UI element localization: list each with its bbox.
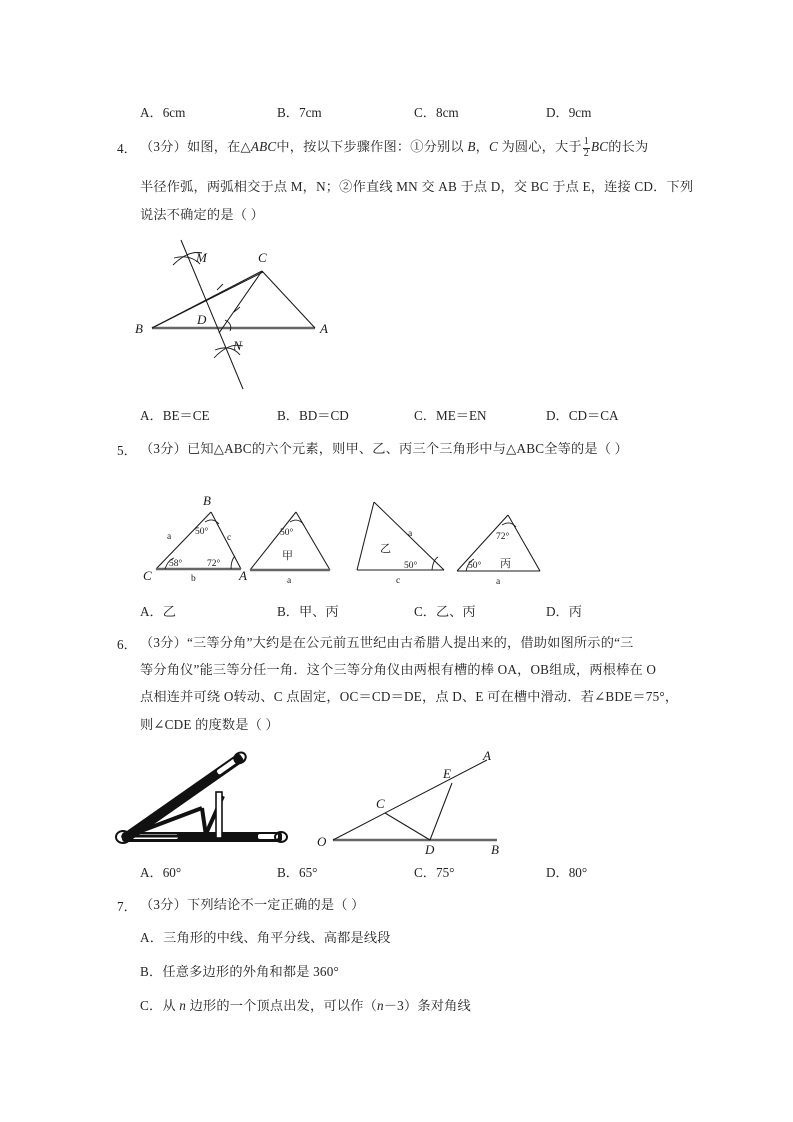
q5-triangle-jia [242,495,342,585]
q7-option-a[interactable]: A．三角形的中线、角平分线、高都是线段 [140,930,391,945]
q4-number: 4． [117,141,137,156]
q6-stem-line1 [140,634,634,652]
q5-ref-vertex-C: C [143,568,152,583]
q6-option-c[interactable]: C．75° [414,865,455,880]
q5-option-d[interactable]: D．丙 [546,604,582,619]
q6-l1: “三等分角”大约是在公元前五世纪由古希腊人提出来的，借助如图所示的“三 [186,635,634,650]
q4-l1-end: 的长为 [608,139,649,154]
q4-option-a[interactable]: A．BE＝CE [140,408,210,423]
q3-option-a[interactable]: A．6cm [140,105,186,120]
q5-ref-angle-58: 58° [169,559,183,569]
q6-label-D: D [425,842,435,857]
q4-l1-bc: BC [591,139,609,154]
q6-label-B: B [491,842,499,857]
q5-triangle-reference [143,492,253,584]
q7-c-end: －3）条对角线 [383,998,471,1013]
q6-label-O: O [317,834,327,849]
q5-jia-base-a: a [287,576,292,586]
q5-yi-name: 乙 [380,542,391,555]
q4-l1-c: C [488,139,498,154]
q4-stem-line2: 半径作弧，两弧相交于点 M，N；②作直线 MN 交 AB 于点 D，交 BC 于点 E，连接 CD．下列 [140,179,694,194]
q7-c-n1: n [179,998,187,1013]
q6-label-E: E [443,766,451,781]
q5-ref-side-c: c [227,533,232,543]
q5-ref-angle-50: 50° [195,527,209,537]
q6-label-A: A [483,748,491,763]
q4-stem-line3: 说法不确定的是（ ） [140,207,264,222]
fraction-numerator: 1 [583,136,589,148]
q7-c-pre: C．从 [140,998,180,1013]
q7-number: 7． [117,899,137,914]
q5-ref-angle-72: 72° [207,559,221,569]
q5-option-b[interactable]: B．甲、丙 [277,604,339,619]
q6-number: 6． [117,637,137,652]
q4-option-c[interactable]: C．ME＝EN [414,408,487,423]
q4-l1-post: 为圆心，大于 [497,139,582,154]
q7-stem [140,896,365,914]
q4-l1-mid: 中，按以下步骤作图：①分别以 [276,139,468,154]
q6-option-b[interactable]: B．65° [277,865,318,880]
q3-option-d[interactable]: D．9cm [546,105,592,120]
q5-number: 5． [117,443,137,458]
q6-stem-line3: 点相连并可绕 O转动、C 点固定，OC＝CD＝DE，点 D、E 可在槽中滑动．若∠BDE＝75°， [140,689,679,704]
q3-option-c[interactable]: C．8cm [414,105,459,120]
q6-option-d[interactable]: D．80° [546,865,588,880]
q5-yi-base-c: c [396,576,401,586]
q6-points: （3分） [140,635,187,650]
q4-l1-b: B [467,139,476,154]
q4-l1-comma: ， [475,139,489,154]
q5-ref-side-b: b [191,574,196,584]
q7-c-mid: 边形的一个顶点出发，可以作（ [186,998,377,1013]
q7-points: （3分） [140,897,187,912]
q5-bing-name: 丙 [500,557,511,570]
q6-angle-trisection-figure [315,748,515,860]
q4-label-M: M [196,250,207,265]
q7-stem-text: 下列结论不一定正确的是（ ） [186,897,365,912]
q4-label-B: B [135,321,143,336]
q6-label-C: C [376,796,385,811]
q5-option-c[interactable]: C．乙、丙 [414,604,476,619]
q4-construction-figure [130,232,380,397]
q5-yi-side-a: a [408,529,413,539]
q5-jia-angle-50: 50° [280,528,294,538]
q5-option-a[interactable]: A．乙 [140,604,176,619]
q4-stem-line1 [140,138,648,160]
q6-stem-line2: 等分角仪”能三等分任一角．这个三等分角仪由两根有槽的棒 OA，OB组成，两根棒在 O [140,662,657,677]
q5-bing-base-a: a [496,577,501,587]
q5-triangle-yi [352,490,457,585]
q7-c-n2: n [377,998,384,1013]
q5-bing-angle-72: 72° [496,532,510,542]
q4-label-A: A [320,321,328,336]
q5-ref-vertex-A: A [239,568,247,583]
q4-label-N: N [233,338,242,353]
q3-option-b[interactable]: B．7cm [277,105,322,120]
fraction-denominator: 2 [583,147,589,159]
q4-label-D: D [197,312,207,327]
q6-trisector-tool-figure [110,762,310,857]
q5-ref-side-a: a [167,532,172,542]
q4-half-fraction [583,137,590,158]
q4-option-b[interactable]: B．BD＝CD [277,408,349,423]
q5-stem-text: 已知△ABC的六个元素，则甲、乙、丙三个三角形中与△ABC全等的是（ ） [186,441,629,456]
q6-stem-line4: 则∠CDE 的度数是（ ） [140,717,279,732]
q5-yi-angle-50: 50° [404,561,418,571]
q5-triangle-bing [452,495,552,585]
q4-option-d[interactable]: D．CD＝CA [546,408,619,423]
q5-jia-name: 甲 [282,549,293,562]
q5-ref-vertex-B: B [203,493,211,508]
q7-option-b[interactable]: B．任意多边形的外角和都是 360° [140,964,339,979]
q5-points: （3分） [140,441,187,456]
q5-bing-angle-50: 50° [468,561,482,571]
q4-l1-pre: 如图，在△ [186,139,251,154]
q4-points: （3分） [140,139,187,154]
q7-option-c[interactable] [140,997,471,1015]
q4-label-C: C [258,250,267,265]
q4-l1-abc: ABC [250,139,277,154]
q5-stem [140,440,628,458]
q6-option-a[interactable]: A．60° [140,865,182,880]
